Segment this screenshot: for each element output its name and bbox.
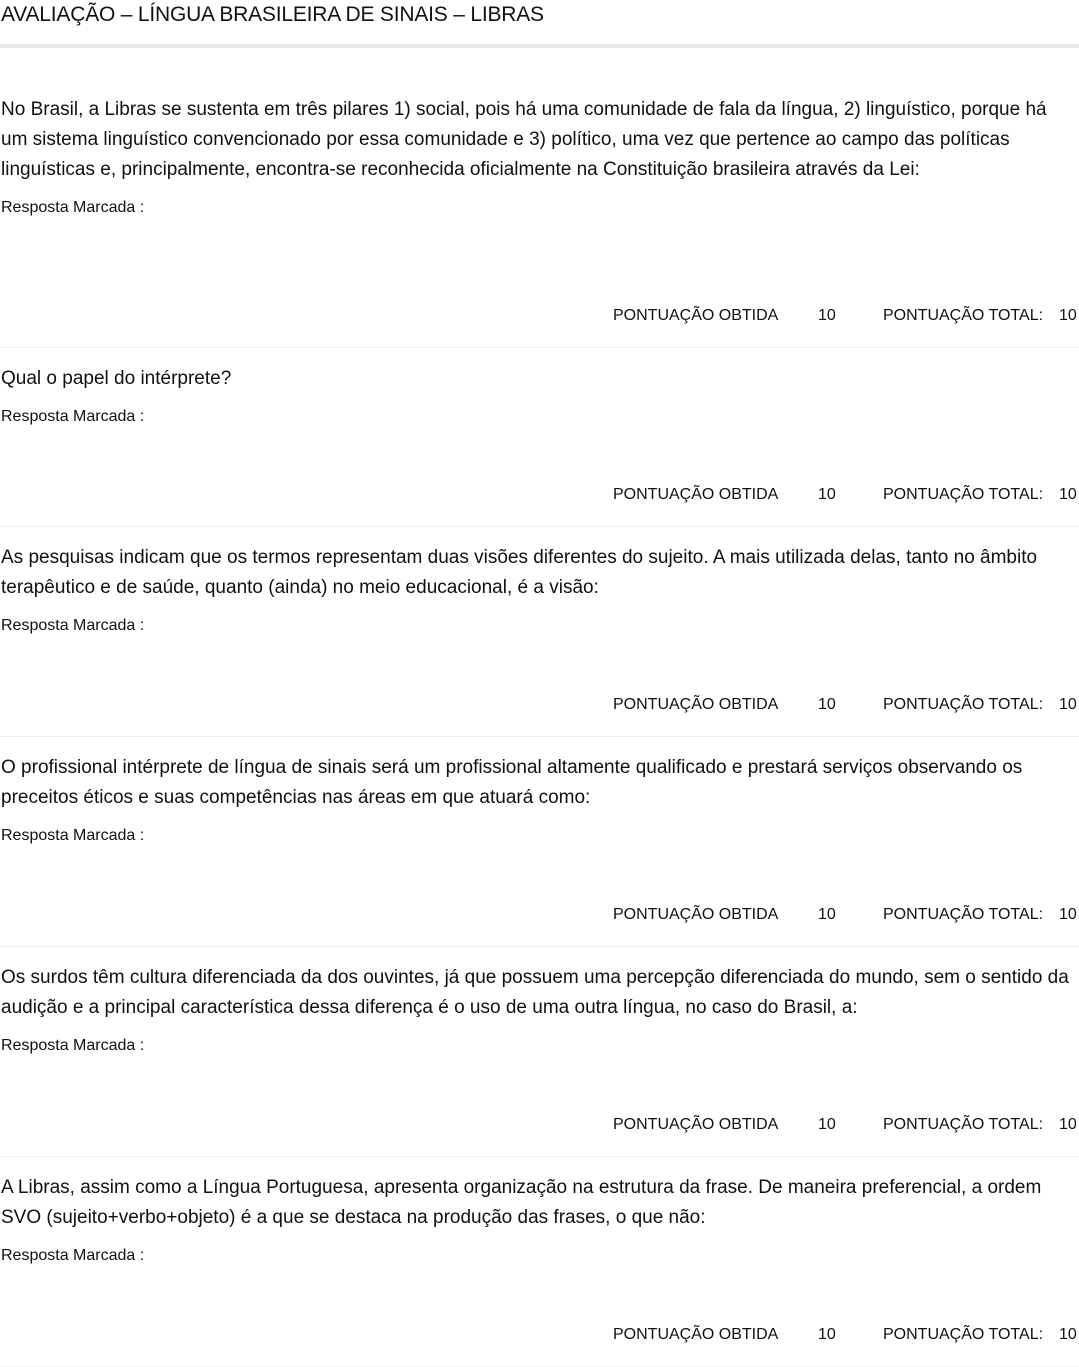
question-text: As pesquisas indicam que os termos representam duas visões diferentes do sujeito. A mais utilizada delas, tanto no âmbito terapêutico e de saúde, quanto (ainda) no meio educacional, é a visão: xyxy=(1,547,1038,598)
question-text: Os surdos têm cultura diferenciada da dos ouvintes, já que possuem uma percepção diferenciada do mundo, sem o sentido da audição e a principal característica dessa diferença é o uso de uma outra língua, no caso do Brasil, a: xyxy=(1,967,1069,1018)
score-total-label: PONTUAÇÃO TOTAL: xyxy=(883,486,1044,503)
score-row xyxy=(0,1114,1079,1136)
score-obtained-value: 10 xyxy=(818,906,836,923)
score-total-label: PONTUAÇÃO TOTAL: xyxy=(883,307,1044,324)
answer-label: Resposta Marcada : xyxy=(1,408,145,425)
page-title: AVALIAÇÃO – LÍNGUA BRASILEIRA DE SINAIS – LIBRAS xyxy=(1,3,544,26)
answer-label: Resposta Marcada : xyxy=(1,1037,145,1054)
answer-label: Resposta Marcada : xyxy=(1,199,145,216)
score-row xyxy=(0,694,1079,716)
question-text: Qual o papel do intérprete? xyxy=(1,368,232,389)
question-list xyxy=(0,48,1079,1367)
score-total-value: 10 xyxy=(1059,486,1077,503)
score-obtained-label: PONTUAÇÃO OBTIDA xyxy=(613,486,779,503)
score-obtained-value: 10 xyxy=(818,1326,836,1343)
question-item xyxy=(0,48,1079,348)
score-obtained-label: PONTUAÇÃO OBTIDA xyxy=(613,1116,779,1133)
score-obtained-label: PONTUAÇÃO OBTIDA xyxy=(613,696,779,713)
score-total-value: 10 xyxy=(1059,1326,1077,1343)
page-header xyxy=(0,0,1079,48)
score-obtained-value: 10 xyxy=(818,307,836,324)
score-row xyxy=(0,484,1079,506)
question-item xyxy=(0,527,1079,737)
score-row xyxy=(0,1324,1079,1346)
score-row xyxy=(0,305,1079,327)
answer-label: Resposta Marcada : xyxy=(1,1247,145,1264)
score-obtained-label: PONTUAÇÃO OBTIDA xyxy=(613,906,779,923)
score-obtained-value: 10 xyxy=(818,486,836,503)
question-item xyxy=(0,1157,1079,1367)
score-total-label: PONTUAÇÃO TOTAL: xyxy=(883,906,1044,923)
question-item xyxy=(0,737,1079,947)
score-total-value: 10 xyxy=(1059,906,1077,923)
score-total-value: 10 xyxy=(1059,307,1077,324)
score-total-label: PONTUAÇÃO TOTAL: xyxy=(883,1326,1044,1343)
score-obtained-value: 10 xyxy=(818,696,836,713)
score-row xyxy=(0,904,1079,926)
score-obtained-label: PONTUAÇÃO OBTIDA xyxy=(613,307,779,324)
question-item xyxy=(0,947,1079,1157)
question-text: O profissional intérprete de língua de sinais será um profissional altamente qualificado e prestará serviços observando os preceitos éticos e suas competências nas áreas em que atuará como: xyxy=(1,757,1023,808)
answer-label: Resposta Marcada : xyxy=(1,827,145,844)
question-text: No Brasil, a Libras se sustenta em três pilares 1) social, pois há uma comunidade de fala da língua, 2) linguístico, porque há um sistema linguístico convencionado por essa comunidade e 3) político, uma vez que pertence ao campo das políticas linguísticas e, principalmente, encontra-se reconhecida oficialmente na Constituição brasileira através da Lei: xyxy=(1,99,1047,180)
score-total-label: PONTUAÇÃO TOTAL: xyxy=(883,1116,1044,1133)
question-text: A Libras, assim como a Língua Portuguesa, apresenta organização na estrutura da frase. De maneira preferencial, a ordem SVO (sujeito+verbo+objeto) é a que se destaca na produção das frases, o que não: xyxy=(1,1177,1042,1228)
score-total-value: 10 xyxy=(1059,696,1077,713)
question-item xyxy=(0,348,1079,527)
score-total-label: PONTUAÇÃO TOTAL: xyxy=(883,696,1044,713)
score-obtained-label: PONTUAÇÃO OBTIDA xyxy=(613,1326,779,1343)
score-obtained-value: 10 xyxy=(818,1116,836,1133)
score-total-value: 10 xyxy=(1059,1116,1077,1133)
answer-label: Resposta Marcada : xyxy=(1,617,145,634)
